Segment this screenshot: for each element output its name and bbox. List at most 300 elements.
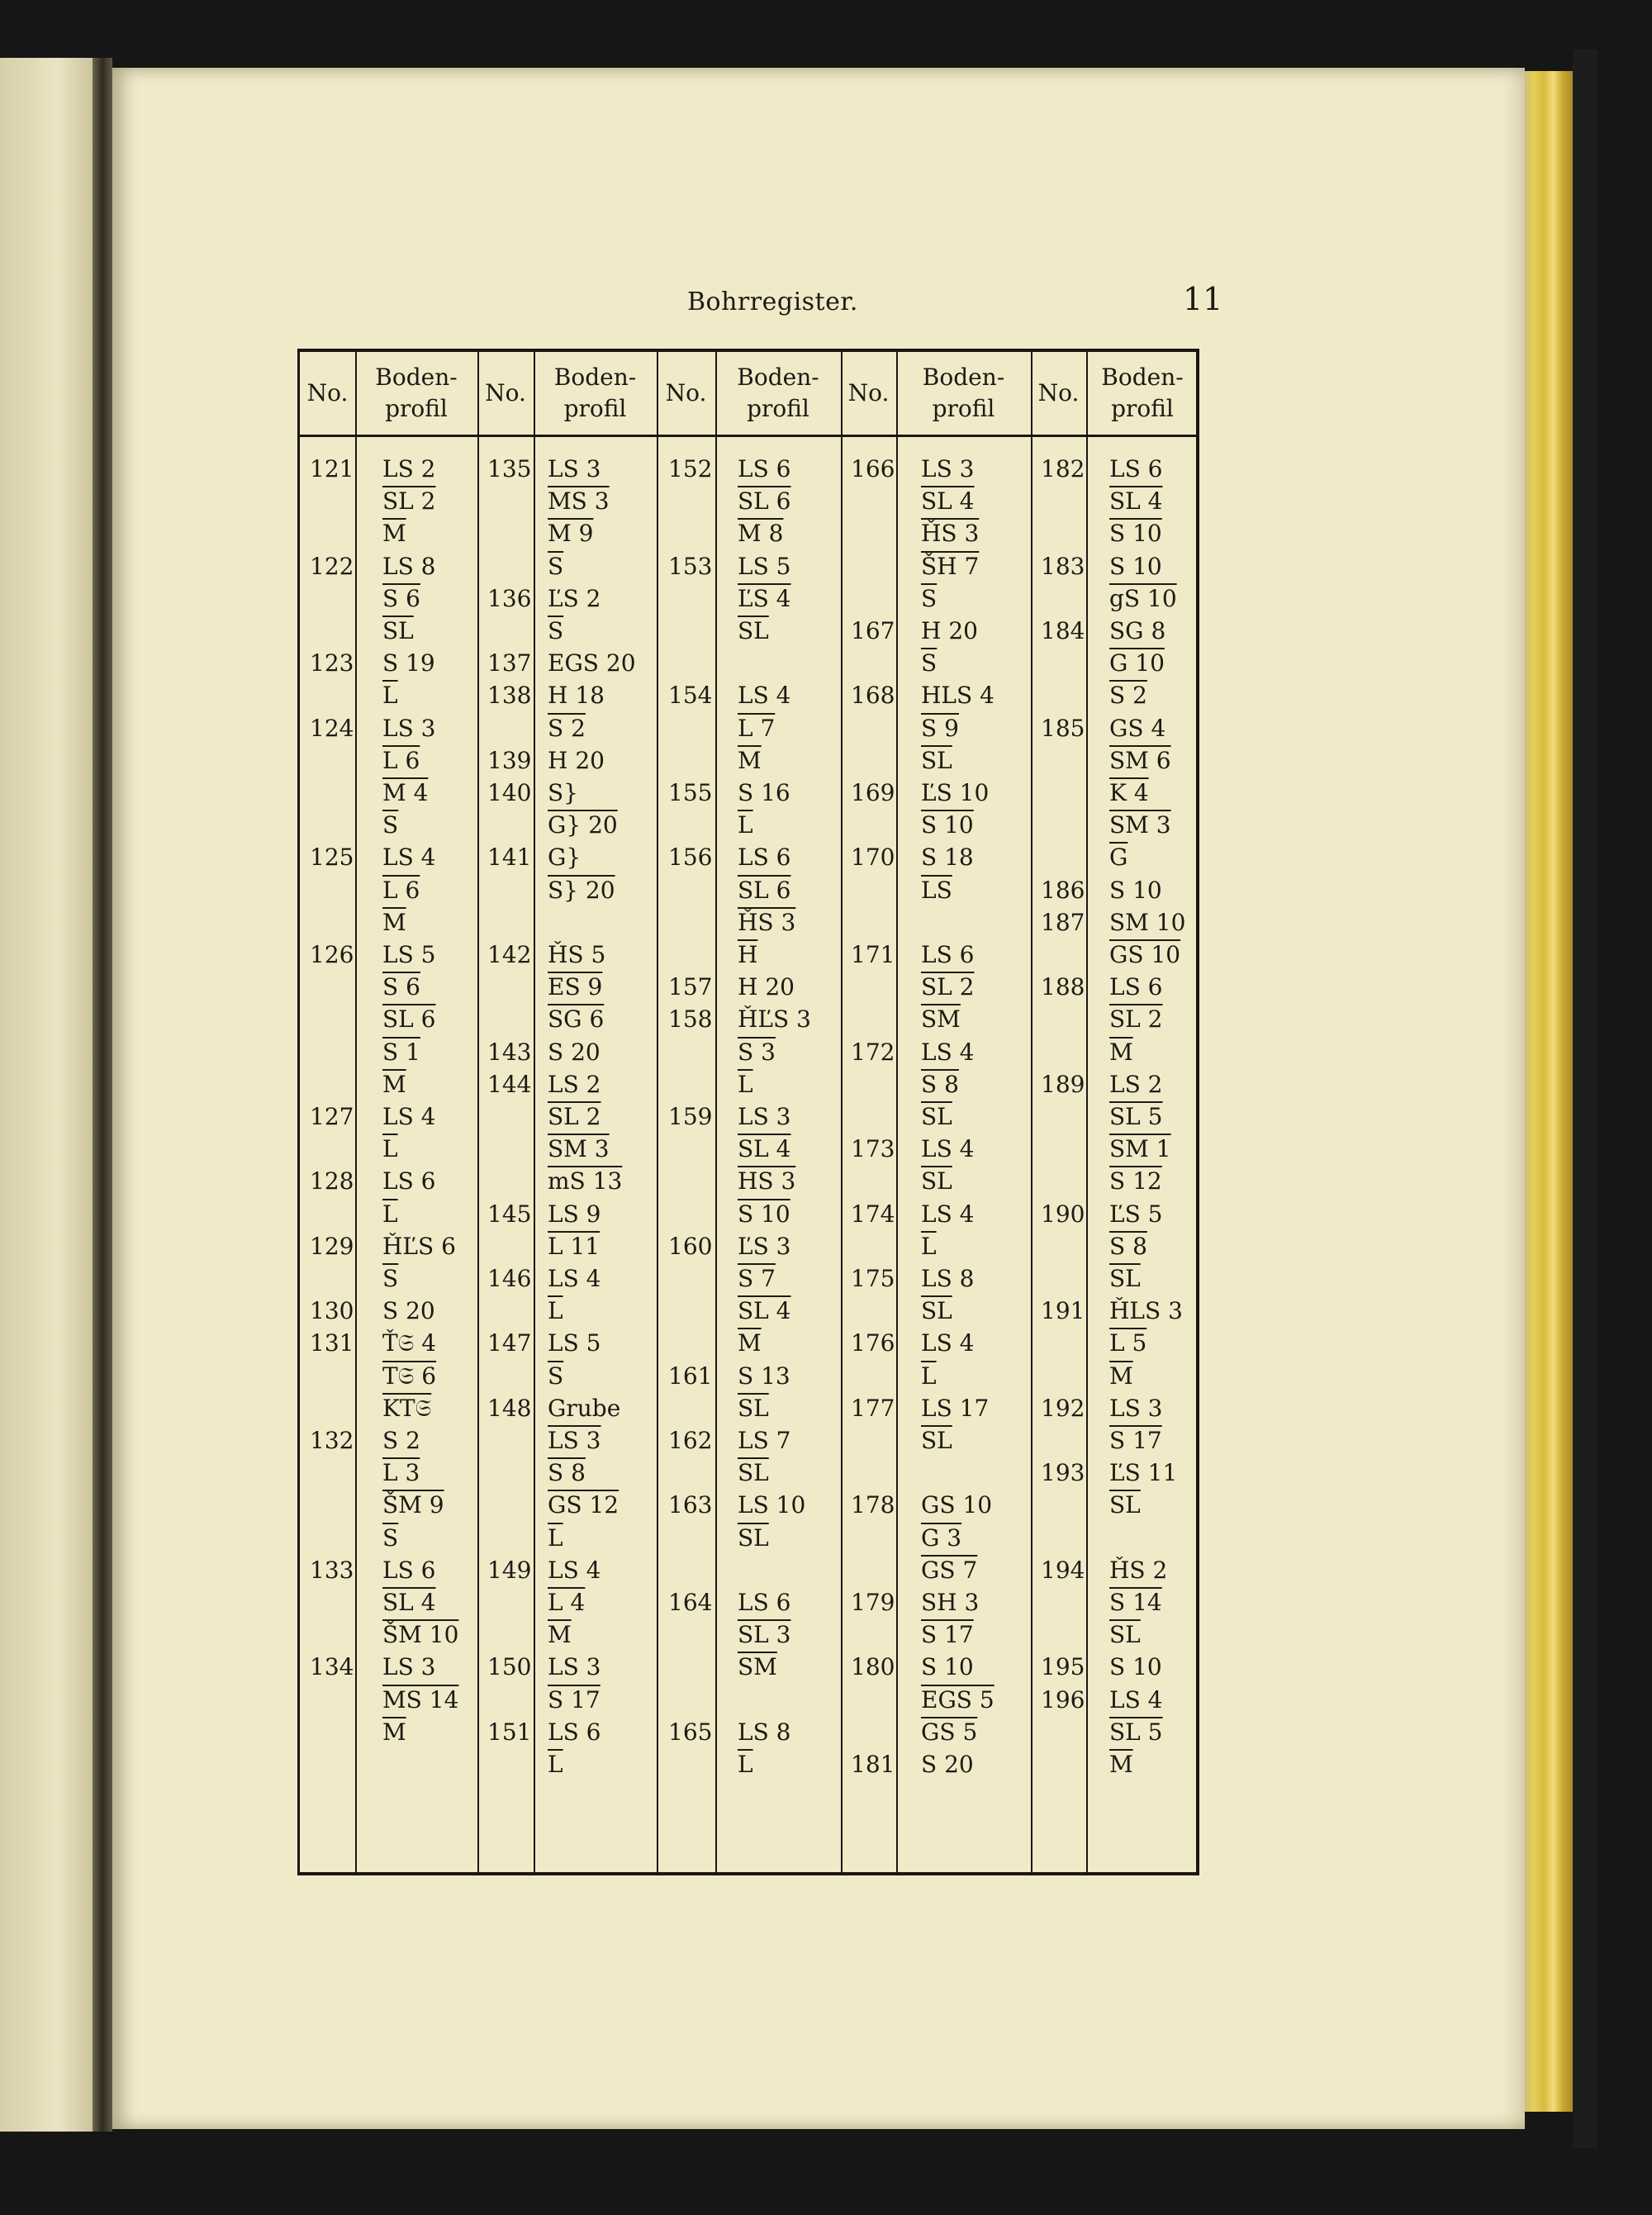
soil-profile-layer: G} (548, 844, 582, 872)
soil-profile-layer: GS 7 (921, 1556, 978, 1584)
soil-profile-layer: LS 4 (921, 1200, 975, 1228)
bore-number: 179 (851, 1589, 895, 1616)
soil-profile-layer: ȞĽS 6 (382, 1232, 456, 1260)
bore-number: 156 (668, 844, 713, 872)
header-profil-line2: profil (747, 395, 809, 422)
bore-number: 129 (310, 1232, 354, 1260)
soil-profile-layer: L 11 (548, 1232, 601, 1260)
soil-profile-layer: T𝔖 6 (382, 1362, 437, 1390)
soil-profile-layer: LS 5 (738, 552, 791, 580)
soil-profile-layer: ĽS 3 (738, 1232, 791, 1260)
column-divider (534, 352, 535, 1872)
bore-number: 150 (487, 1653, 532, 1681)
soil-profile-layer: S 20 (921, 1751, 974, 1778)
soil-profile-layer: SL 2 (1109, 1005, 1163, 1034)
bore-number: 128 (310, 1167, 354, 1195)
bore-number: 167 (851, 617, 895, 644)
soil-profile-layer: LS 4 (382, 844, 436, 872)
header-bodenprofil-2 (534, 352, 657, 435)
bore-number: 124 (310, 714, 354, 742)
bore-number: 159 (668, 1103, 713, 1130)
bore-number: 121 (310, 455, 354, 482)
soil-profile-layer: $\overline{L}$ (738, 1751, 753, 1778)
bore-number: 191 (1041, 1297, 1085, 1325)
column-divider (1086, 352, 1088, 1872)
bore-number: 188 (1041, 973, 1085, 1001)
bore-number: 182 (1041, 455, 1085, 482)
soil-profile-layer: $\overline{S}$ (548, 1362, 564, 1390)
soil-profile-layer: $\overline{M}$ (382, 1718, 406, 1746)
soil-profile-layer: SM 3 (548, 1135, 610, 1163)
soil-profile-layer: LS 4 (921, 1329, 975, 1357)
soil-profile-layer: SM 6 (1109, 746, 1171, 774)
bore-number: 136 (487, 584, 532, 612)
soil-profile-layer: LS 3 (738, 1103, 791, 1130)
soil-profile-layer: $\overline{M}$ (738, 746, 762, 774)
soil-profile-layer: $\overline{SL}$ (382, 617, 414, 644)
soil-profile-layer: LS 4 (738, 682, 791, 710)
column-divider (841, 352, 843, 1872)
bore-number: 122 (310, 552, 354, 580)
header-rule (300, 435, 1196, 437)
soil-profile-layer: GS 10 (921, 1491, 993, 1519)
soil-profile-layer: S 10 (1109, 876, 1162, 904)
bore-number: 194 (1041, 1556, 1085, 1584)
soil-profile-layer: ĽS 11 (1109, 1459, 1178, 1487)
soil-profile-layer: S 17 (548, 1685, 601, 1714)
soil-profile-layer: LS 4 (548, 1556, 601, 1584)
bore-number: 170 (851, 844, 895, 872)
soil-profile-layer: $\overline{L}$ (738, 811, 753, 839)
soil-profile-layer: LS 3 (548, 455, 601, 482)
soil-profile-layer: S 10 (921, 811, 974, 839)
soil-profile-layer: S 14 (1109, 1589, 1162, 1616)
soil-profile-layer: LS 4 (921, 1135, 975, 1163)
bore-number: 137 (487, 649, 532, 677)
soil-profile-layer: $\overline{M}$ (382, 1070, 406, 1098)
soil-profile-layer: $\overline{SL}$ (738, 1394, 769, 1422)
bore-number: 139 (487, 746, 532, 774)
soil-profile-layer: LS 6 (548, 1718, 601, 1746)
soil-profile-layer: HLS 4 (921, 682, 995, 710)
soil-profile-layer: $\overline{M}$ (382, 520, 406, 548)
soil-profile-layer: ȞS 3 (738, 908, 796, 936)
soil-profile-layer: LS 4 (548, 1265, 601, 1292)
bore-number: 175 (851, 1265, 895, 1292)
soil-profile-layer: MS 14 (382, 1685, 459, 1714)
soil-profile-layer: LS 3 (382, 1653, 436, 1681)
soil-profile-layer: S 2 (548, 714, 586, 742)
soil-profile-layer: GS 10 (1109, 941, 1181, 968)
soil-profile-layer: LS 17 (921, 1394, 990, 1422)
soil-profile-layer: S} 20 (548, 876, 615, 904)
bore-number: 189 (1041, 1070, 1085, 1098)
soil-profile-layer: $\overline{SL}$ (921, 1167, 952, 1195)
soil-profile-layer: M 9 (548, 520, 594, 548)
bore-number: 195 (1041, 1653, 1085, 1681)
bore-number: 153 (668, 552, 713, 580)
soil-profile-layer: S 6 (382, 973, 420, 1001)
soil-profile-layer: $\overline{SL}$ (738, 1523, 769, 1552)
soil-profile-layer: ȞS 2 (1109, 1556, 1168, 1584)
soil-profile-layer: $\overline{S}$ (382, 811, 399, 839)
soil-profile-layer: S 18 (921, 844, 974, 872)
column-divider (355, 352, 357, 1872)
soil-profile-layer: SL 2 (382, 487, 436, 516)
book-gutter (93, 58, 112, 2132)
soil-profile-layer: S 7 (738, 1265, 776, 1292)
header-no-5: No. (1037, 379, 1080, 406)
bore-number: 163 (668, 1491, 713, 1519)
soil-profile-layer: L 3 (382, 1459, 420, 1487)
bore-number: 142 (487, 941, 532, 968)
soil-profile-layer: $\overline{L}$ (921, 1362, 937, 1390)
soil-profile-layer: L 7 (738, 714, 776, 742)
soil-profile-layer: LS 2 (548, 1070, 601, 1098)
soil-profile-layer: SM 3 (1109, 811, 1171, 839)
soil-profile-layer: LS 6 (738, 455, 791, 482)
soil-profile-layer: $\overline{S}$ (548, 617, 564, 644)
bore-number: 190 (1041, 1200, 1085, 1228)
soil-profile-layer: ȞLS 3 (1109, 1297, 1183, 1325)
bore-number: 143 (487, 1038, 532, 1066)
bore-number: 154 (668, 682, 713, 710)
soil-profile-layer: LS 6 (738, 1589, 791, 1616)
soil-profile-layer: S 19 (382, 649, 435, 677)
soil-profile-layer: ȞS 5 (548, 941, 606, 968)
bore-number: 123 (310, 649, 354, 677)
soil-profile-layer: LS 4 (382, 1103, 436, 1130)
soil-profile-layer: $\overline{M}$ (1109, 1751, 1133, 1778)
soil-profile-layer: SL 5 (1109, 1103, 1163, 1130)
soil-profile-layer: S 20 (548, 1038, 601, 1066)
soil-profile-layer: $\overline{H}$ (738, 941, 758, 968)
header-bodenprofil-3 (715, 352, 841, 435)
bore-number: 192 (1041, 1394, 1085, 1422)
column-divider (1031, 352, 1032, 1872)
soil-profile-layer: S 13 (738, 1362, 790, 1390)
soil-profile-layer: $\overline{L}$ (548, 1297, 563, 1325)
soil-profile-layer: SL 4 (738, 1297, 791, 1325)
soil-profile-layer: S} (548, 779, 578, 806)
header-profil-line1: Boden- (1101, 364, 1184, 391)
running-head: Bohrregister. (687, 288, 858, 316)
page-number: 11 (1183, 281, 1223, 317)
soil-profile-layer: $\overline{S}$ (382, 1523, 399, 1552)
bore-number: 174 (851, 1200, 895, 1228)
soil-profile-layer: LS 10 (738, 1491, 806, 1519)
column-divider (896, 352, 898, 1872)
soil-profile-layer: $\overline{SL}$ (1109, 1265, 1141, 1292)
soil-profile-layer: $\overline{S}$ (921, 584, 938, 612)
bore-number: 140 (487, 779, 532, 806)
soil-profile-layer: S 8 (548, 1459, 586, 1487)
soil-profile-layer: $\overline{SM}$ (921, 1005, 961, 1034)
soil-profile-layer: S 8 (1109, 1232, 1147, 1260)
bore-number: 157 (668, 973, 713, 1001)
header-profil-line1: Boden- (375, 364, 458, 391)
bore-number: 152 (668, 455, 713, 482)
soil-profile-layer: LS 4 (921, 1038, 975, 1066)
soil-profile-layer: ES 9 (548, 973, 603, 1001)
soil-profile-layer: LS 3 (1109, 1394, 1163, 1422)
soil-profile-layer: LS 2 (382, 455, 436, 482)
soil-profile-layer: ŠM 9 (382, 1491, 444, 1519)
soil-profile-layer: gS 10 (1109, 584, 1177, 612)
bore-number: 181 (851, 1751, 895, 1778)
bore-number: 125 (310, 844, 354, 872)
bore-number: 186 (1041, 876, 1085, 904)
soil-profile-layer: Ť𝔖 4 (382, 1329, 437, 1357)
soil-profile-layer: $\overline{L}$ (548, 1751, 563, 1778)
bore-number: 176 (851, 1329, 895, 1357)
soil-profile-layer: M 8 (738, 520, 784, 548)
column-divider (477, 352, 479, 1872)
soil-profile-layer: $\overline{LS}$ (921, 876, 952, 904)
soil-profile-layer: GS 5 (921, 1718, 978, 1746)
soil-profile-layer: SL 4 (382, 1589, 436, 1616)
soil-profile-layer: $\overline{L}$ (548, 1523, 563, 1552)
bore-number: 158 (668, 1005, 713, 1034)
soil-profile-layer: S 17 (921, 1621, 974, 1649)
soil-profile-layer: SL 2 (548, 1103, 601, 1130)
soil-profile-layer: SL 4 (1109, 487, 1163, 516)
bore-number: 165 (668, 1718, 713, 1746)
bore-register-table (297, 349, 1199, 1875)
header-profil-line1: Boden- (553, 364, 637, 391)
bore-number: 151 (487, 1718, 532, 1746)
soil-profile-layer: LS 3 (548, 1653, 601, 1681)
soil-profile-layer: LS 8 (921, 1265, 975, 1292)
soil-profile-layer: G} 20 (548, 811, 618, 839)
soil-profile-layer: H 20 (548, 746, 605, 774)
soil-profile-layer: HS 3 (738, 1167, 796, 1195)
soil-profile-layer: SG 8 (1109, 617, 1166, 644)
soil-profile-layer: SL 3 (738, 1621, 791, 1649)
soil-profile-layer: S 10 (921, 1653, 974, 1681)
soil-profile-layer: $\overline{M}$ (738, 1329, 762, 1357)
soil-profile-layer: $\overline{SL}$ (1109, 1491, 1141, 1519)
soil-profile-layer: MS 3 (548, 487, 610, 516)
header-profil-line2: profil (1111, 395, 1174, 422)
bore-number: 134 (310, 1653, 354, 1681)
bore-number: 183 (1041, 552, 1085, 580)
bore-number: 169 (851, 779, 895, 806)
soil-profile-layer: SL 2 (921, 973, 975, 1001)
soil-profile-layer: LS 2 (1109, 1070, 1163, 1098)
soil-profile-layer: H 20 (921, 617, 978, 644)
soil-profile-layer: SM 1 (1109, 1135, 1171, 1163)
soil-profile-layer: L 5 (1109, 1329, 1147, 1357)
soil-profile-layer: ŠM 10 (382, 1621, 459, 1649)
soil-profile-layer: H 20 (738, 973, 795, 1001)
bore-number: 133 (310, 1556, 354, 1584)
soil-profile-layer: GS 4 (1109, 714, 1166, 742)
header-no-3: No. (665, 379, 707, 406)
soil-profile-layer: S 20 (382, 1297, 435, 1325)
soil-profile-layer: $\overline{S}$ (548, 552, 564, 580)
bore-number: 144 (487, 1070, 532, 1098)
header-profil-line2: profil (385, 395, 448, 422)
soil-profile-layer: S 8 (921, 1070, 959, 1098)
soil-profile-layer: ȞĽS 3 (738, 1005, 811, 1034)
soil-profile-layer: $\overline{L}$ (382, 682, 398, 710)
soil-profile-layer: SG 6 (548, 1005, 605, 1034)
soil-profile-layer: H 18 (548, 682, 605, 710)
soil-profile-layer: ĽS 10 (921, 779, 990, 806)
bore-number: 193 (1041, 1459, 1085, 1487)
bore-number: 149 (487, 1556, 532, 1584)
header-bodenprofil-5 (1086, 352, 1199, 435)
soil-profile-layer: SH 3 (921, 1589, 980, 1616)
bore-number: 148 (487, 1394, 532, 1422)
soil-profile-layer: $\overline{L}$ (921, 1232, 937, 1260)
soil-profile-layer: S 2 (382, 1427, 420, 1454)
bore-number: 130 (310, 1297, 354, 1325)
soil-profile-layer: Grube (548, 1394, 621, 1422)
soil-profile-layer: LS 3 (921, 455, 975, 482)
soil-profile-layer: SL 6 (738, 876, 791, 904)
soil-profile-layer: SL 6 (738, 487, 791, 516)
header-bodenprofil-4 (896, 352, 1031, 435)
soil-profile-layer: SL 5 (1109, 1718, 1163, 1746)
bore-number: 168 (851, 682, 895, 710)
soil-profile-layer: $\overline{SL}$ (1109, 1621, 1141, 1649)
soil-profile-layer: KT𝔖 (382, 1394, 432, 1422)
soil-profile-layer: $\overline{M}$ (382, 908, 406, 936)
soil-profile-layer: ŠH 7 (921, 552, 980, 580)
column-divider (657, 352, 658, 1872)
soil-profile-layer: L 4 (548, 1589, 586, 1616)
soil-profile-layer: LS 6 (382, 1556, 436, 1584)
soil-profile-layer: LS 8 (382, 552, 436, 580)
soil-profile-layer: S 17 (1109, 1427, 1162, 1454)
soil-profile-layer: $\overline{S}$ (921, 649, 938, 677)
bore-number: 184 (1041, 617, 1085, 644)
soil-profile-layer: LS 6 (1109, 973, 1163, 1001)
soil-profile-layer: LS 6 (738, 844, 791, 872)
soil-profile-layer: $\overline{M}$ (548, 1621, 572, 1649)
soil-profile-layer: $\overline{M}$ (1109, 1362, 1133, 1390)
bore-number: 161 (668, 1362, 713, 1390)
soil-profile-layer: L 6 (382, 746, 420, 774)
soil-profile-layer: ĽS 5 (1109, 1200, 1163, 1228)
soil-profile-layer: LS 6 (1109, 455, 1163, 482)
bore-number: 155 (668, 779, 713, 806)
soil-profile-layer: S 10 (738, 1200, 790, 1228)
header-no-1: No. (306, 379, 349, 406)
soil-profile-layer: $\overline{S}$ (382, 1265, 399, 1292)
bore-number: 171 (851, 941, 895, 968)
bore-number: 138 (487, 682, 532, 710)
soil-profile-layer: EGS 20 (548, 649, 636, 677)
bore-number: 180 (851, 1653, 895, 1681)
bore-number: 196 (1041, 1685, 1085, 1714)
soil-profile-layer: S 10 (1109, 1653, 1162, 1681)
soil-profile-layer: LS 7 (738, 1427, 791, 1454)
soil-profile-layer: LS 4 (1109, 1685, 1163, 1714)
soil-profile-layer: LS 5 (548, 1329, 601, 1357)
bore-number: 135 (487, 455, 532, 482)
soil-profile-layer: S 2 (1109, 682, 1147, 710)
bore-number: 166 (851, 455, 895, 482)
soil-profile-layer: ĽS 4 (738, 584, 791, 612)
soil-profile-layer: S 16 (738, 779, 790, 806)
soil-profile-layer: $\overline{L}$ (382, 1200, 398, 1228)
header-bodenprofil-1 (355, 352, 477, 435)
bore-number: 177 (851, 1394, 895, 1422)
soil-profile-layer: S 10 (1109, 520, 1162, 548)
header-no-4: No. (847, 379, 890, 406)
soil-profile-layer: $\overline{SL}$ (921, 1297, 952, 1325)
soil-profile-layer: $\overline{SL}$ (738, 617, 769, 644)
soil-profile-layer: $\overline{SL}$ (921, 746, 952, 774)
soil-profile-layer: G 10 (1109, 649, 1165, 677)
left-page-edge (0, 58, 97, 2132)
soil-profile-layer: LS 6 (382, 1167, 436, 1195)
soil-profile-layer: SM 10 (1109, 908, 1186, 936)
soil-profile-layer: GS 12 (548, 1491, 620, 1519)
bore-number: 162 (668, 1427, 713, 1454)
soil-profile-layer: S 12 (1109, 1167, 1162, 1195)
bore-number: 173 (851, 1135, 895, 1163)
bore-number: 132 (310, 1427, 354, 1454)
bore-number: 187 (1041, 908, 1085, 936)
bore-number: 145 (487, 1200, 532, 1228)
bore-number: 126 (310, 941, 354, 968)
soil-profile-layer: S 6 (382, 584, 420, 612)
soil-profile-layer: $\overline{SL}$ (921, 1103, 952, 1130)
soil-profile-layer: LS 5 (382, 941, 436, 968)
soil-profile-layer: LS 8 (738, 1718, 791, 1746)
soil-profile-layer: $\overline{L}$ (738, 1070, 753, 1098)
bore-number: 146 (487, 1265, 532, 1292)
soil-profile-layer: $\overline{L}$ (382, 1135, 398, 1163)
soil-profile-layer: K 4 (1109, 779, 1149, 806)
soil-profile-layer: LS 3 (548, 1427, 601, 1454)
bore-number: 160 (668, 1232, 713, 1260)
soil-profile-layer: LS 3 (382, 714, 436, 742)
column-divider (715, 352, 717, 1872)
bore-number: 131 (310, 1329, 354, 1357)
soil-profile-layer: ȞS 3 (921, 520, 980, 548)
bore-number: 185 (1041, 714, 1085, 742)
soil-profile-layer: LS 9 (548, 1200, 601, 1228)
soil-profile-layer: SL 4 (738, 1135, 791, 1163)
header-profil-line2: profil (932, 395, 995, 422)
header-no-2: No. (485, 379, 526, 406)
header-profil-line1: Boden- (922, 364, 1005, 391)
soil-profile-layer: M 4 (382, 779, 429, 806)
soil-profile-layer: EGS 5 (921, 1685, 995, 1714)
bore-number: 127 (310, 1103, 354, 1130)
soil-profile-layer: $\overline{SM}$ (738, 1653, 777, 1681)
soil-profile-layer: SL 4 (921, 487, 975, 516)
book-cover-edge (1573, 50, 1597, 2148)
bore-number: 141 (487, 844, 532, 872)
soil-profile-layer: LS 6 (921, 941, 975, 968)
header-profil-line1: Boden- (737, 364, 819, 391)
soil-profile-layer: S 3 (738, 1038, 776, 1066)
soil-profile-layer: mS 13 (548, 1167, 623, 1195)
soil-profile-layer: $\overline{G}$ (1109, 844, 1128, 872)
soil-profile-layer: $\overline{SL}$ (738, 1459, 769, 1487)
bore-number: 172 (851, 1038, 895, 1066)
soil-profile-layer: $\overline{M}$ (1109, 1038, 1133, 1066)
soil-profile-layer: G 3 (921, 1523, 962, 1552)
page-block-edge (1525, 71, 1573, 2112)
bore-number: 147 (487, 1329, 532, 1357)
